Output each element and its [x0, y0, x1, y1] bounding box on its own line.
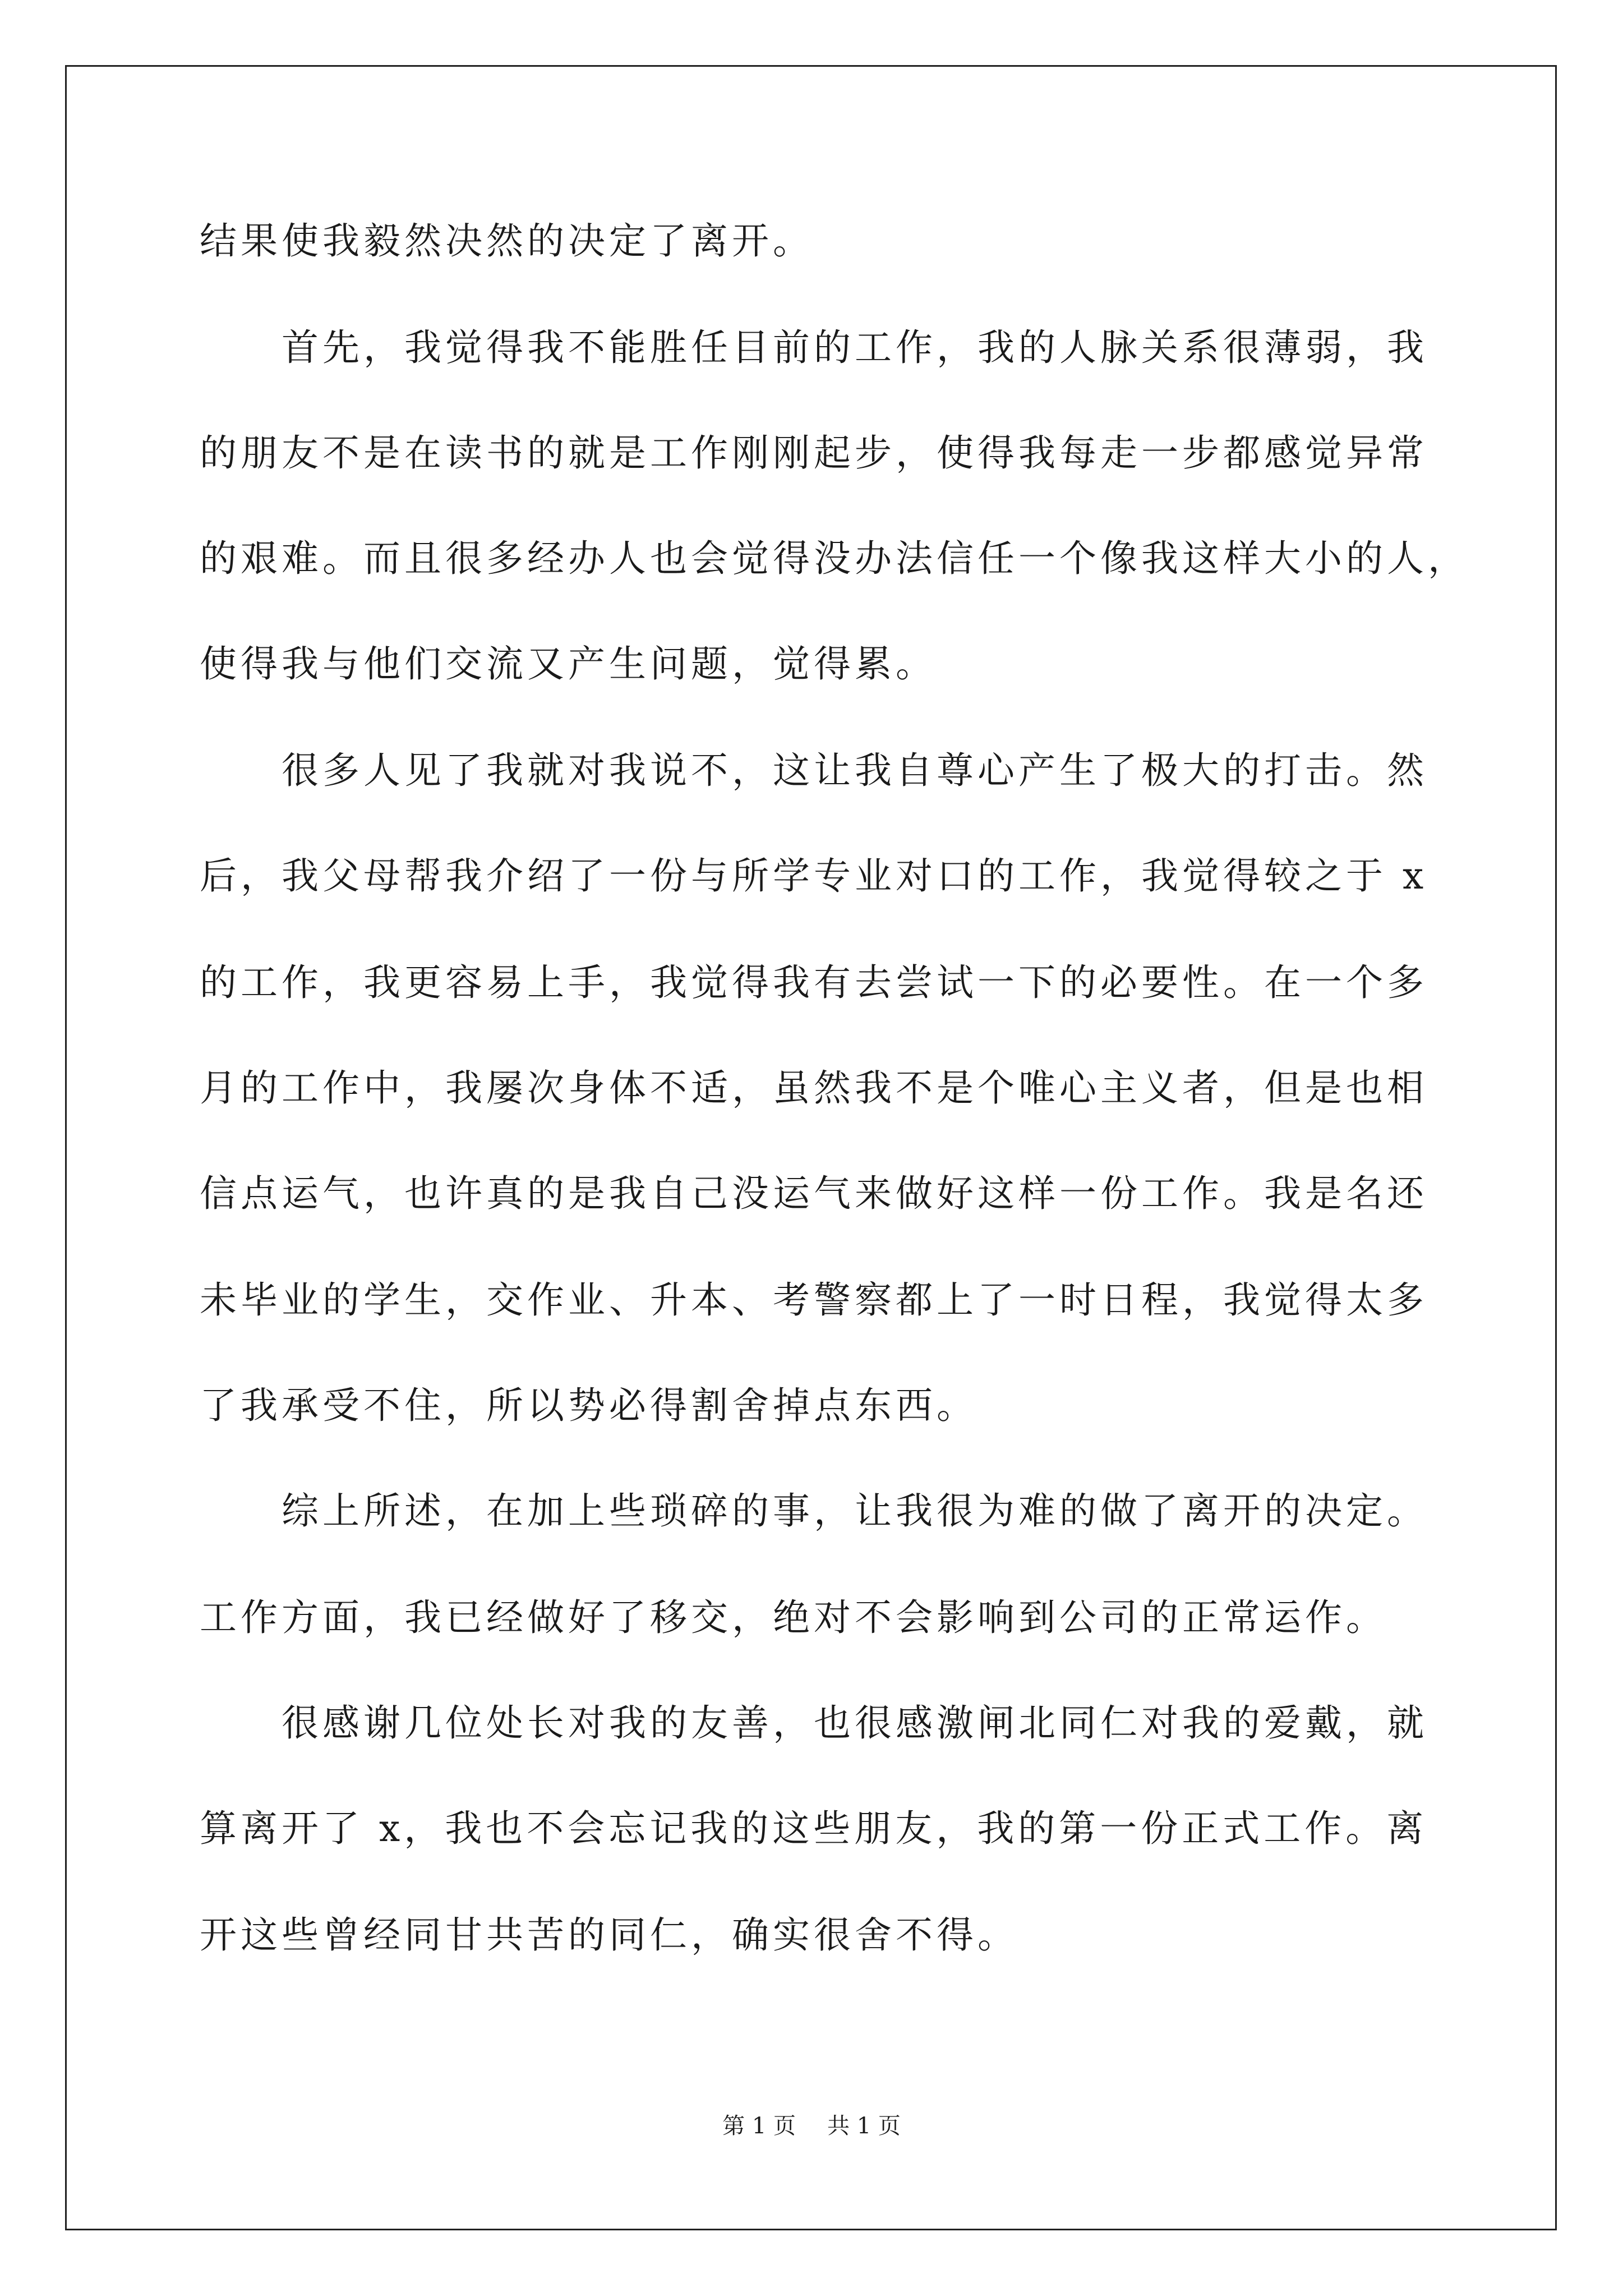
page-border: [65, 65, 1557, 2230]
text-line-16: 算离开了 x，我也不会忘记我的这些朋友，我的第一份正式工作。离: [200, 1807, 1428, 1850]
text-line-13: 综上所述，在加上些琐碎的事，让我很为难的做了离开的决定。: [282, 1489, 1428, 1533]
text-line-5: 使得我与他们交流又产生问题，觉得累。: [200, 642, 937, 685]
text-line-10: 信点运气，也许真的是我自己没运气来做好这样一份工作。我是名还: [200, 1172, 1428, 1215]
text-line-4: 的艰难。而且很多经办人也会觉得没办法信任一个像我这样大小的人，: [200, 537, 1469, 580]
text-line-1: 结果使我毅然决然的决定了离开。: [200, 219, 814, 263]
text-line-6: 很多人见了我就对我说不，这让我自尊心产生了极大的打击。然: [282, 749, 1428, 792]
text-line-3: 的朋友不是在读书的就是工作刚刚起步，使得我每走一步都感觉异常: [200, 431, 1428, 475]
text-line-2: 首先，我觉得我不能胜任目前的工作，我的人脉关系很薄弱，我: [282, 326, 1428, 369]
text-line-17: 开这些曾经同甘共苦的同仁，确实很舍不得。: [200, 1913, 1018, 1957]
page-number: 第 1 页: [722, 2113, 796, 2139]
text-line-12: 了我承受不住，所以势必得割舍掉点东西。: [200, 1384, 978, 1427]
text-line-15: 很感谢几位处长对我的友善，也很感激闸北同仁对我的爱戴，就: [282, 1701, 1428, 1745]
text-line-9: 月的工作中，我屡次身体不适，虽然我不是个唯心主义者，但是也相: [200, 1066, 1428, 1110]
text-line-14: 工作方面，我已经做好了移交，绝对不会影响到公司的正常运作。: [200, 1596, 1387, 1639]
page-footer: [0, 2112, 1623, 2140]
text-line-7: 后，我父母帮我介绍了一份与所学专业对口的工作，我觉得较之于 x: [200, 854, 1428, 898]
page-total: 共 1 页: [827, 2113, 901, 2139]
text-line-8: 的工作，我更容易上手，我觉得我有去尝试一下的必要性。在一个多: [200, 961, 1428, 1004]
text-line-11: 未毕业的学生，交作业、升本、考警察都上了一时日程，我觉得太多: [200, 1278, 1428, 1322]
